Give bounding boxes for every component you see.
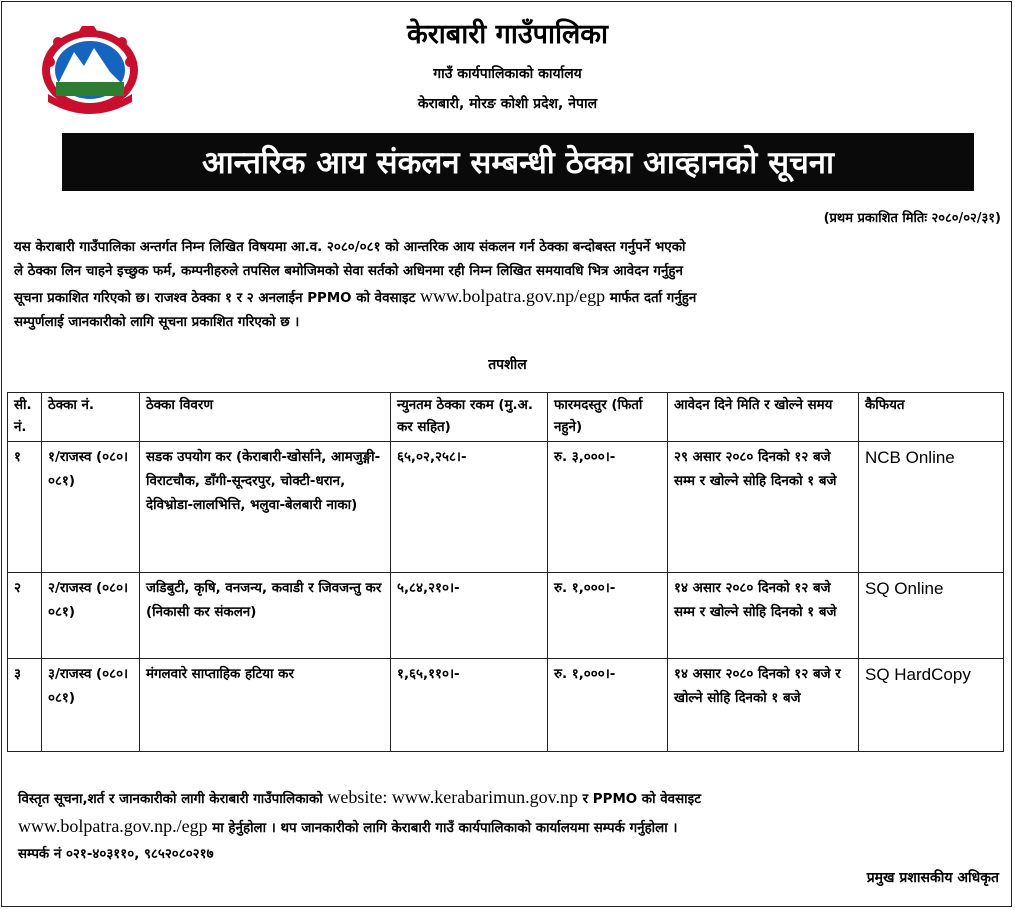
municipality-website-link[interactable]: website: www.kerabarimun.gov.np [327,787,578,807]
table-title: तपशील [488,357,527,373]
intro-paragraph [14,236,1004,335]
header-min-amount: न्युनतम ठेक्का रकम (मु.अ. कर सहित) [391,393,548,442]
intro-line: सम्पुर्णलाई जानकारीको लागि सूचना प्रकाशित गरिएको छ । [14,315,300,330]
office-subtitle: गाउँ कार्यपालिकाको कार्यालय [433,66,582,82]
cell-min-amount: १,६५,११०।- [391,659,548,752]
cell-contract-no: ३/राजस्व (०८०।०८१) [42,659,140,752]
notice-banner: आन्तरिक आय संकलन सम्बन्धी ठेक्का आव्हानको सूचना [62,133,974,191]
header-contract-no: ठेक्का नं. [42,393,140,442]
cell-fee: रु. १,०००।- [548,659,668,752]
intro-line [14,284,1004,311]
header-date: आवेदन दिने मिति र खोल्ने समय [668,393,859,442]
cell-description: सडक उपयोग कर (केराबारी-खोर्साने, आमजुङ्गी-विराटचौक, डाँगी-सून्दरपुर, चोक्टी-धरान, देविभ्रोडा-लालभित्ति, भलुवा-बेलबारी नाका) [140,442,391,573]
cell-sn: १ [8,442,42,573]
intro-text: सूचना प्रकाशित गरिएको छ। राजश्व ठेक्का १ र २ अनलाईन PPMO को वेवसाइट [14,291,416,306]
footer-text: मा हेर्नुहोला । थप जानकारीको लागि केराबारी गाउँ कार्यपालिकाको कार्यालयमा सम्पर्क गर्नुहोला । [212,821,678,836]
cell-contract-no: १/राजस्व (०८०।०८१) [42,442,140,573]
cell-remarks: SQ Online [859,573,1004,659]
bolpatra-link[interactable]: www.bolpatra.gov.np./egp [18,816,208,836]
cell-sn: ३ [8,659,42,752]
footer-line [18,813,1003,842]
cell-sn: २ [8,573,42,659]
contact-numbers: सम्पर्क नं ०२१-४०३११०, ९८५२०८०२१७ [18,847,214,862]
header-fee: फारमदस्तुर (फिर्ता नहुने) [548,393,668,442]
cell-date: १४ असार २०८० दिनको १२ बजे सम्म र खोल्ने सोहि दिनको १ बजे [668,573,859,659]
office-address: केराबारी, मोरङ कोशी प्रदेश, नेपाल [417,96,598,112]
footer-text: विस्तृत सूचना,शर्त र जानकारीको लागी केराबारी गाउँपालिकाको [18,792,323,807]
cell-fee: रु. ३,०००।- [548,442,668,573]
cell-remarks: NCB Online [859,442,1004,573]
contract-table [7,392,1004,752]
municipality-title: केराबारी गाउँपालिका [407,19,608,50]
intro-line: यस केराबारी गाउँपालिका अन्तर्गत निम्न लिखित विषयमा आ.व. २०८०/०८१ को आन्तरिक आय संकलन गर्न ठेक्का बन्दोबस्त गर्नुपर्ने भएको [14,240,686,255]
signature-title: प्रमुख प्रशासकीय अधिकृत [866,870,999,886]
publish-date: (प्रथम प्रकाशित मितिः २०८०/०२/३१) [823,211,1001,226]
intro-line: ले ठेक्का लिन चाहने इच्छुक फर्म, कम्पनीहरुले तपसिल बमोजिमको सेवा सर्तको अधिनमा रही निम्न लिखित समयावधि भित्र आवेदन गर्नुहुन [14,264,683,279]
table-header-row [8,393,1004,442]
table-row [8,659,1004,752]
cell-min-amount: ६५,०२,२५८।- [391,442,548,573]
cell-date: १४ असार २०८० दिनको १२ बजे र खोल्ने सोहि दिनको १ बजे [668,659,859,752]
header-remarks: कैफियत [859,393,1004,442]
cell-description: जडिबुटी, कृषि, वनजन्य, कवाडी र जिवजन्तु कर (निकासी कर संकलन) [140,573,391,659]
cell-fee: रु. १,०००।- [548,573,668,659]
table-row [8,442,1004,573]
footer-line [18,784,1003,813]
ppmo-link[interactable]: www.bolpatra.gov.np/egp [420,286,606,306]
cell-min-amount: ५,८४,२१०।- [391,573,548,659]
header-description: ठेक्का विवरण [140,393,391,442]
cell-contract-no: २/राजस्व (०८०।०८१) [42,573,140,659]
intro-text: मार्फत दर्ता गर्नुहुन [609,291,697,306]
footer-paragraph [18,784,1003,868]
header-sn: सी. नं. [8,393,42,442]
footer-text: र PPMO को वेवसाइट [582,792,701,807]
cell-date: २९ असार २०८० दिनको १२ बजे सम्म र खोल्ने सोहि दिनको १ बजे [668,442,859,573]
table-row [8,573,1004,659]
cell-remarks: SQ HardCopy [859,659,1004,752]
cell-description: मंगलवारे साप्ताहिक हटिया कर [140,659,391,752]
